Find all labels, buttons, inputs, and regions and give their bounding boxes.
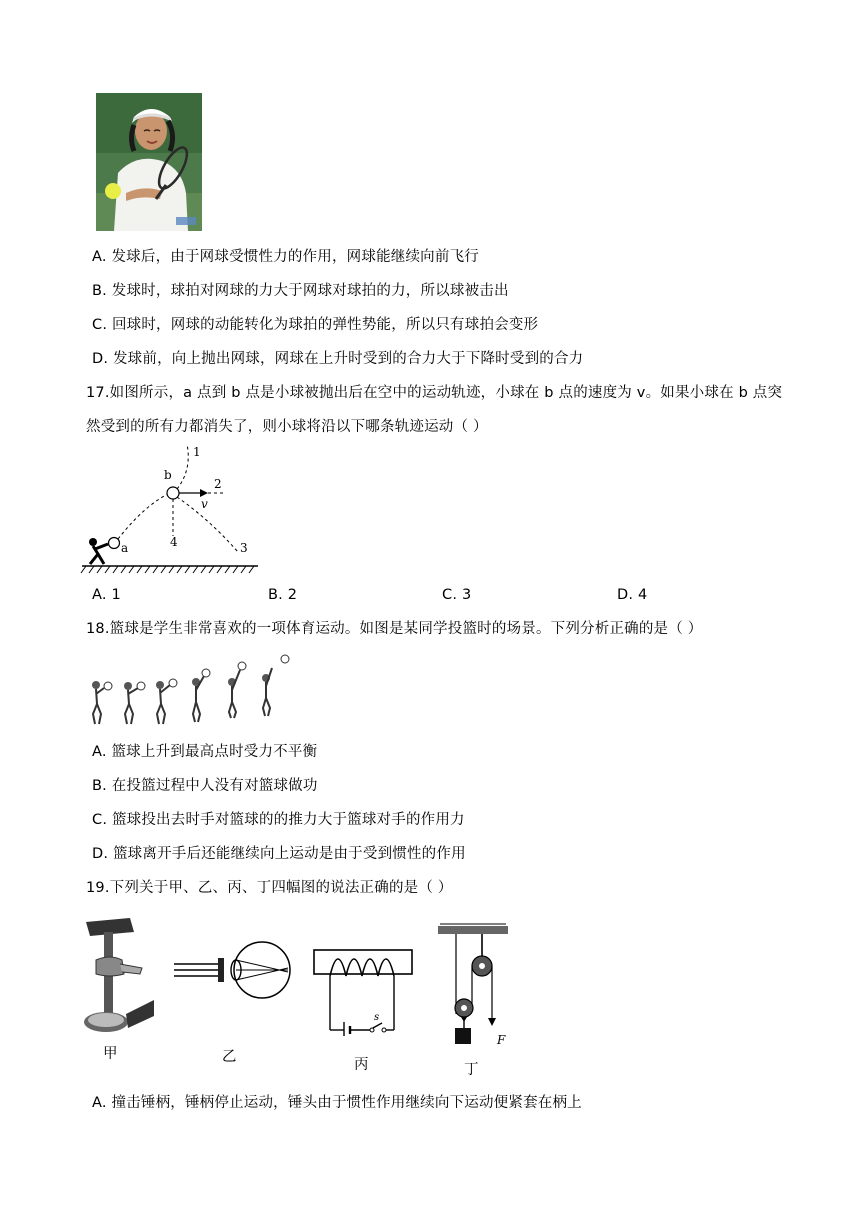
q18-option-a: A. 篮球上升到最高点时受力不平衡 [92, 744, 318, 760]
caption-jia: 甲 [103, 1046, 118, 1062]
trajectory-diagram [80, 440, 260, 576]
label-2: 2 [214, 477, 222, 491]
q16-option-d: D. 发球前，向上抛出网球，网球在上升时受到的合力大于下降时受到的合力 [92, 351, 584, 367]
q17-option-a: A. 1 [92, 587, 121, 603]
label-3: 3 [240, 541, 248, 555]
q16-option-b: B. 发球时，球拍对网球的力大于网球对球拍的力，所以球被击出 [92, 283, 509, 299]
label-1: 1 [193, 445, 201, 459]
lens-eye-figure [172, 940, 298, 1006]
q17-option-d: D. 4 [617, 587, 648, 603]
caption-ding: 丁 [464, 1062, 479, 1078]
solenoid-circuit-figure [312, 946, 414, 1036]
q17-option-b: B. 2 [268, 587, 298, 603]
pulley-figure [436, 922, 512, 1052]
q18-stem: 18.篮球是学生非常喜欢的一项体育运动。如图是某同学投篮时的场景。下列分析正确的是（ ） [86, 621, 703, 637]
q18-option-c: C. 篮球投出去时手对篮球的的推力大于篮球对手的作用力 [92, 812, 465, 828]
label-a: a [121, 541, 129, 555]
q16-option-c: C. 回球时，网球的动能转化为球拍的弹性势能，所以只有球拍会变形 [92, 317, 539, 333]
q17-stem-line2: 然受到的所有力都消失了，则小球将沿以下哪条轨迹运动（ ） [86, 419, 488, 435]
caption-yi: 乙 [222, 1049, 237, 1065]
q18-option-d: D. 篮球离开手后还能继续向上运动是由于受到惯性的作用 [92, 846, 466, 862]
q17-option-c: C. 3 [442, 587, 472, 603]
q18-option-b: B. 在投篮过程中人没有对篮球做功 [92, 778, 318, 794]
label-b: b [164, 468, 172, 482]
q19-stem: 19.下列关于甲、乙、丙、丁四幅图的说法正确的是（ ） [86, 880, 453, 896]
force-label: F [497, 1033, 506, 1047]
switch-label: s [374, 1012, 380, 1023]
caption-bing: 丙 [354, 1057, 369, 1073]
q19-option-a: A. 撞击锤柄，锤柄停止运动，锤头由于惯性作用继续向下运动便紧套在柄上 [92, 1095, 582, 1111]
label-v: v [201, 497, 208, 511]
hammer-figure [82, 914, 158, 1034]
label-4: 4 [170, 535, 178, 549]
basketball-shot-sequence [86, 652, 298, 730]
tennis-player-photo [96, 93, 202, 231]
q17-stem-line1: 17.如图所示，a 点到 b 点是小球被抛出后在空中的运动轨迹，小球在 b 点的速度为 v。如果小球在 b 点突 [86, 385, 783, 401]
q16-option-a: A. 发球后，由于网球受惯性力的作用，网球能继续向前飞行 [92, 249, 479, 265]
